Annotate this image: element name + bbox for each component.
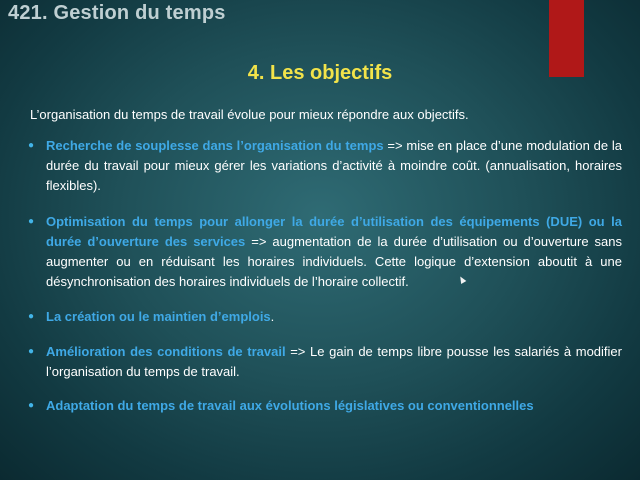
item-highlight: Optimisation du temps pour allonger la durée d’utilisation des équipements (DUE) ou la durée d’ouverture des services bbox=[46, 214, 622, 249]
item-highlight: Amélioration des conditions de travail bbox=[46, 344, 286, 359]
list-item bbox=[28, 136, 622, 196]
list-item bbox=[28, 342, 622, 382]
item-text: . bbox=[270, 309, 275, 324]
list-item bbox=[28, 396, 622, 416]
bullet-dot-icon: ● bbox=[28, 346, 35, 357]
objectives-list bbox=[28, 136, 622, 416]
bullet-dot-icon: ● bbox=[28, 216, 35, 227]
item-highlight: La création ou le maintien d’emplois bbox=[46, 309, 271, 324]
item-highlight: Adaptation du temps de travail aux évolutions législatives ou conventionnelles bbox=[46, 398, 534, 413]
list-item bbox=[28, 307, 622, 327]
item-text: => mise en place d’une modulation de la durée du travail pour mieux gérer les variations d’activité à moindre coût. (annualisation, horaires flexibles). bbox=[46, 138, 622, 193]
bullet-dot-icon: ● bbox=[28, 140, 35, 151]
item-text: => augmentation de la durée d’utilisation ou d’ouverture sans augmenter ou en réduisant les horaires individuels. Cette logique d’extension aboutit à une désynchronisation des horaires individuels de l’horaire collectif. bbox=[46, 234, 622, 289]
header-title: 421. Gestion du temps bbox=[8, 2, 226, 24]
bullet-dot-icon: ● bbox=[28, 400, 35, 411]
slide-title: 4. Les objectifs bbox=[247, 62, 393, 84]
item-text: => Le gain de temps libre pousse les salariés à modifier l’organisation du temps de travail. bbox=[46, 344, 622, 379]
bullet-dot-icon: ● bbox=[28, 311, 35, 322]
intro-text: L’organisation du temps de travail évolue pour mieux répondre aux objectifs. bbox=[30, 107, 469, 122]
list-item bbox=[28, 212, 622, 292]
item-highlight: Recherche de souplesse dans l’organisation du temps bbox=[46, 138, 384, 153]
